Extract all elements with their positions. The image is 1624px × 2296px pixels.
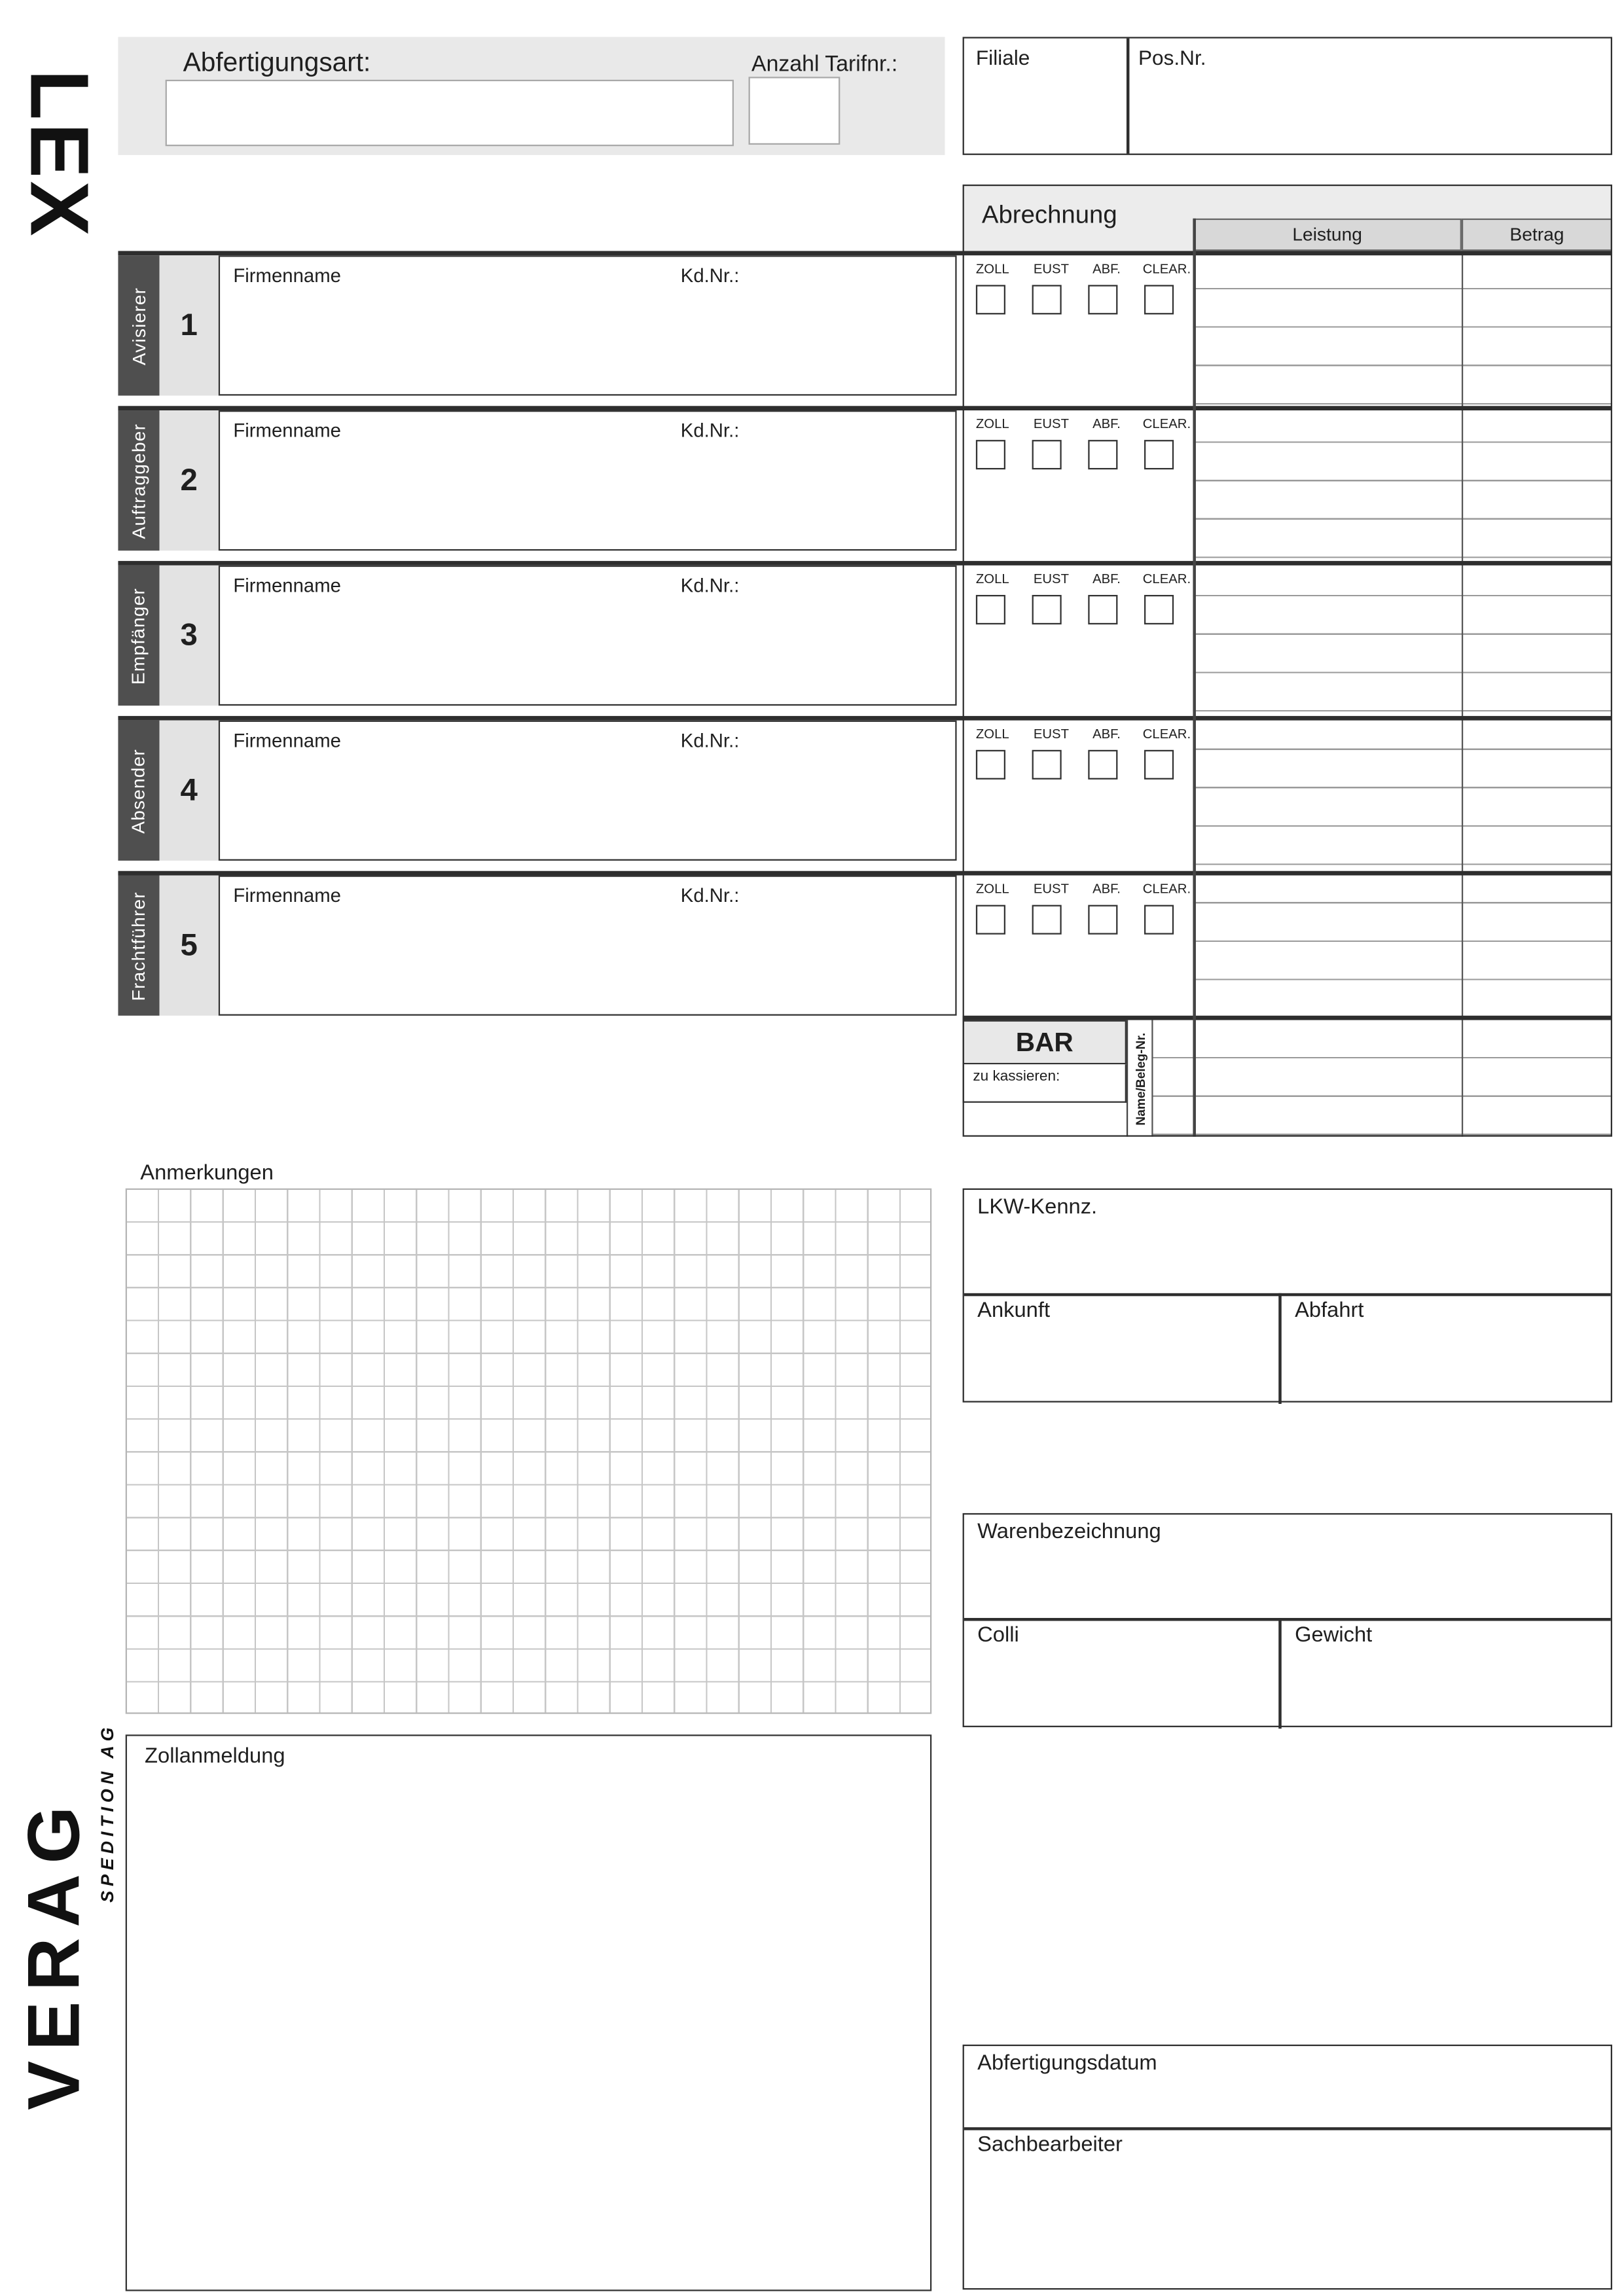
role-label: Empfänger (128, 586, 149, 685)
colli-field[interactable] (964, 1621, 1278, 1726)
clear-label: CLEAR. (1142, 726, 1191, 742)
clear-checkbox[interactable] (1144, 750, 1174, 780)
zoll-checkbox[interactable] (976, 750, 1005, 780)
zoll-label: ZOLL (975, 416, 1009, 431)
abfertigungsart-label: Abfertigungsart: (183, 47, 371, 77)
clear-checkbox[interactable] (1144, 595, 1174, 624)
clear-label: CLEAR. (1142, 571, 1191, 586)
gewicht-label: Gewicht (1295, 1624, 1373, 1648)
abf-label: ABF. (1092, 881, 1121, 897)
anmerkungen-grid[interactable] (126, 1189, 932, 1714)
role-label: Auftraggeber (128, 422, 149, 539)
zoll-checkbox[interactable] (976, 595, 1005, 624)
role-label: Avisierer (128, 286, 149, 365)
firmenname-label: Firmenname (233, 419, 341, 442)
zu-kassieren-label: zu kassieren: (973, 1068, 1060, 1085)
party-section-empfaenger (118, 561, 1612, 706)
warenbezeichnung-field[interactable] (964, 1515, 1611, 1618)
firmenname-label: Firmenname (233, 574, 341, 597)
clear-checkbox[interactable] (1144, 905, 1174, 935)
sachbearbeiter-label: Sachbearbeiter (977, 2133, 1123, 2157)
section-number-text: 4 (180, 772, 198, 807)
kdnr-label: Kd.Nr.: (680, 264, 740, 287)
kdnr-label: Kd.Nr.: (680, 419, 740, 442)
bar-block (963, 1020, 1193, 1137)
leistung-left-divider (1193, 219, 1195, 1137)
firmenname-field[interactable] (219, 721, 957, 861)
lkw-kennz-label: LKW-Kennz. (977, 1195, 1098, 1220)
clear-label: CLEAR. (1142, 261, 1191, 276)
abf-label: ABF. (1092, 261, 1121, 276)
ankunft-label: Ankunft (977, 1299, 1051, 1323)
name-beleg-strip (1127, 1020, 1151, 1137)
warenbezeichnung-label: Warenbezeichnung (977, 1520, 1161, 1545)
section-number-text: 3 (180, 617, 198, 652)
abf-label: ABF. (1092, 726, 1121, 742)
zoll-checkbox[interactable] (976, 440, 1005, 469)
betrag-column-header (1462, 219, 1612, 251)
eust-label: EUST (1033, 416, 1070, 431)
abfertigung-block (963, 2045, 1612, 2289)
firmenname-field[interactable] (219, 410, 957, 550)
leistung-column-header (1193, 219, 1462, 251)
zoll-checkbox[interactable] (976, 905, 1005, 935)
name-beleg-label: Name/Beleg-Nr. (1132, 1031, 1147, 1125)
kdnr-label: Kd.Nr.: (680, 574, 740, 597)
abfahrt-field[interactable] (1282, 1296, 1611, 1401)
abf-checkbox[interactable] (1088, 595, 1117, 624)
firmenname-label: Firmenname (233, 884, 341, 906)
leistung-betrag-rows-bar[interactable] (1151, 1020, 1612, 1137)
role-tab (118, 721, 159, 861)
role-label: Frachtführer (128, 891, 149, 1001)
eust-label: EUST (1033, 726, 1070, 742)
eust-checkbox[interactable] (1032, 440, 1062, 469)
kdnr-label: Kd.Nr.: (680, 729, 740, 752)
abrechnung-title: Abrechnung (981, 200, 1117, 229)
section-number-text: 5 (180, 927, 198, 962)
role-tab (118, 410, 159, 550)
eust-label: EUST (1033, 881, 1070, 897)
leistung-label: Leistung (1292, 224, 1362, 245)
lkw-kennz-field[interactable] (964, 1190, 1611, 1293)
abfahrt-label: Abfahrt (1295, 1299, 1364, 1323)
ware-block (963, 1513, 1612, 1727)
eust-label: EUST (1033, 571, 1070, 586)
party-section-absender (118, 716, 1612, 861)
party-section-avisierer (118, 251, 1612, 395)
party-section-auftraggeber (118, 406, 1612, 550)
section-number-text: 2 (180, 463, 198, 497)
abf-checkbox[interactable] (1088, 750, 1117, 780)
section-number (160, 876, 219, 1016)
colli-label: Colli (977, 1624, 1019, 1648)
role-tab (118, 876, 159, 1016)
clear-checkbox[interactable] (1144, 440, 1174, 469)
posnr-label: Pos.Nr. (1138, 45, 1206, 70)
spedition-ag-logo (93, 1683, 122, 1941)
verag-logo-text: VERAG (12, 1796, 95, 2111)
eust-checkbox[interactable] (1032, 750, 1062, 780)
clear-label: CLEAR. (1142, 416, 1191, 431)
bar-top-divider (963, 1016, 1612, 1020)
sachbearbeiter-field[interactable] (964, 2130, 1611, 2288)
abf-label: ABF. (1092, 416, 1121, 431)
lex-logo (12, 27, 106, 281)
zu-kassieren-field[interactable] (963, 1064, 1127, 1103)
abrechnung-header (963, 185, 1612, 251)
filiale-field[interactable] (964, 39, 1127, 154)
bar-title (963, 1020, 1127, 1065)
firmenname-field[interactable] (219, 565, 957, 706)
firmenname-label: Firmenname (233, 264, 341, 287)
zoll-label: ZOLL (975, 881, 1009, 897)
clear-checkbox[interactable] (1144, 285, 1174, 314)
eust-checkbox[interactable] (1032, 905, 1062, 935)
betrag-label: Betrag (1509, 224, 1564, 245)
verag-logo (9, 1739, 98, 2167)
zollanmeldung-label: Zollanmeldung (145, 1745, 285, 1769)
party-section-frachtfuehrer (118, 871, 1612, 1016)
firmenname-field[interactable] (219, 876, 957, 1016)
role-label: Absender (128, 747, 149, 833)
eust-label: EUST (1033, 261, 1070, 276)
firmenname-field[interactable] (219, 255, 957, 395)
zollanmeldung-field[interactable] (126, 1734, 932, 2291)
section-number (160, 565, 219, 706)
eust-checkbox[interactable] (1032, 285, 1062, 314)
section-number (160, 410, 219, 550)
zoll-label: ZOLL (975, 261, 1009, 276)
zoll-label: ZOLL (975, 571, 1009, 586)
zoll-checkbox[interactable] (976, 285, 1005, 314)
ankunft-field[interactable] (964, 1296, 1278, 1401)
spedition-ag-text: SPEDITION AG (97, 1722, 118, 1902)
filiale-posnr-box (963, 37, 1612, 154)
lkw-block (963, 1189, 1612, 1403)
section-number (160, 721, 219, 861)
abf-label: ABF. (1092, 571, 1121, 586)
abf-checkbox[interactable] (1088, 905, 1117, 935)
abf-checkbox[interactable] (1088, 285, 1117, 314)
firmenname-label: Firmenname (233, 729, 341, 752)
role-tab (118, 565, 159, 706)
clear-label: CLEAR. (1142, 881, 1191, 897)
gewicht-field[interactable] (1282, 1621, 1611, 1726)
section-number (160, 255, 219, 395)
abfertigungsart-input[interactable] (166, 80, 734, 146)
anmerkungen-label: Anmerkungen (140, 1162, 274, 1186)
bar-title-text: BAR (1015, 1026, 1074, 1056)
anzahl-tarifnr-label: Anzahl Tarifnr.: (751, 51, 898, 77)
abfertigungsdatum-label: Abfertigungsdatum (977, 2052, 1157, 2076)
section-number-text: 1 (180, 308, 198, 342)
abf-checkbox[interactable] (1088, 440, 1117, 469)
posnr-field[interactable] (1127, 39, 1611, 154)
zoll-label: ZOLL (975, 726, 1009, 742)
abfertigungsdatum-field[interactable] (964, 2046, 1611, 2127)
anzahl-tarifnr-input[interactable] (749, 77, 840, 145)
role-tab (118, 255, 159, 395)
lex-logo-text: LEX (12, 68, 106, 239)
kdnr-label: Kd.Nr.: (680, 884, 740, 906)
filiale-label: Filiale (975, 45, 1030, 70)
eust-checkbox[interactable] (1032, 595, 1062, 624)
